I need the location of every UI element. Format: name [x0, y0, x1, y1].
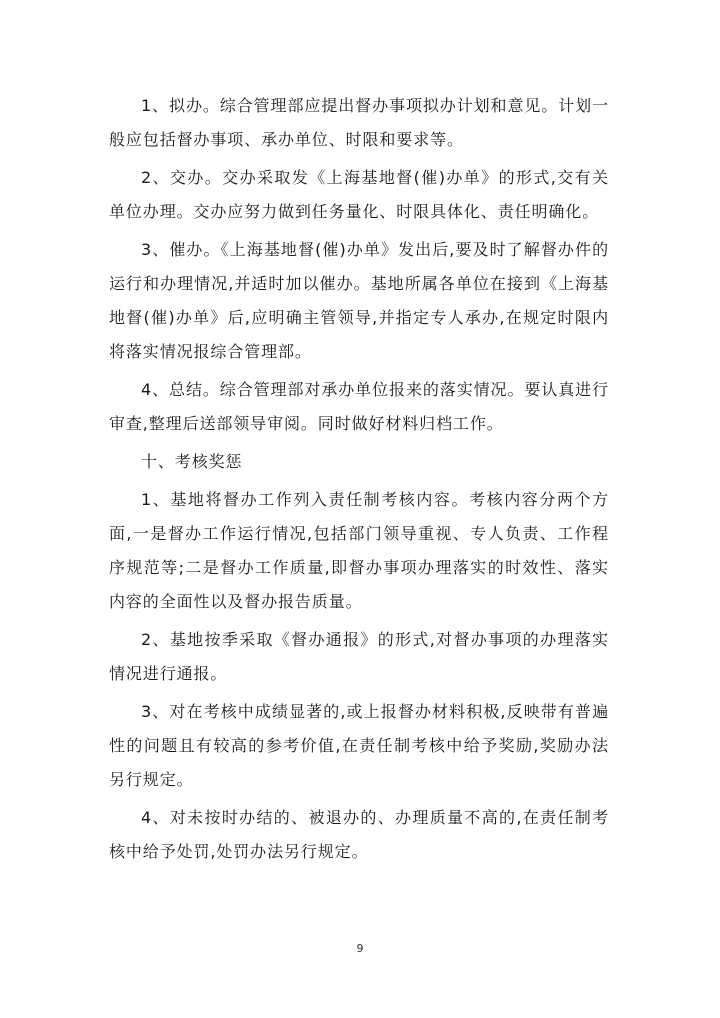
- paragraph-reward: 3、对在考核中成绩显著的,或上报督办材料积极,反映带有普遍性的问题且有较高的参考价值,在责任制考核中给予奖励,奖励办法另行规定。: [109, 702, 609, 789]
- paragraph-penalty: 4、对未按时办结的、被退办的、办理质量不高的,在责任制考核中给予处罚,处罚办法另行规定。: [109, 808, 609, 861]
- page-number: 9: [356, 942, 364, 955]
- paragraph-assigning: 2、交办。交办采取发《上海基地督(催)办单》的形式,交有关单位办理。交办应努力做到任务量化、时限具体化、责任明确化。: [109, 168, 609, 221]
- document-body: [109, 89, 609, 873]
- paragraph-drafting: 1、拟办。综合管理部应提出督办事项拟办计划和意见。计划一般应包括督办事项、承办单位、时限和要求等。: [109, 96, 609, 149]
- paragraph-summary: 4、总结。综合管理部对承办单位报来的落实情况。要认真进行审查,整理后送部领导审阅。同时做好材料归档工作。: [109, 380, 609, 433]
- section-heading-assessment: 十、考核奖惩: [141, 452, 243, 471]
- paragraph-quarterly-report: 2、基地按季采取《督办通报》的形式,对督办事项的办理落实情况进行通报。: [109, 630, 609, 683]
- paragraph-urging: 3、催办。《上海基地督(催)办单》发出后,要及时了解督办件的运行和办理情况,并适时加以催办。基地所属各单位在接到《上海基地督(催)办单》后,应明确主管领导,并指定专人承办,在规定时限内将落实情况报综合管理部。: [109, 240, 609, 361]
- paragraph-assessment-content: 1、基地将督办工作列入责任制考核内容。考核内容分两个方面,一是督办工作运行情况,包括部门领导重视、专人负责、工作程序规范等;二是督办工作质量,即督办事项办理落实的时效性、落实内容的全面性以及督办报告质量。: [109, 490, 609, 611]
